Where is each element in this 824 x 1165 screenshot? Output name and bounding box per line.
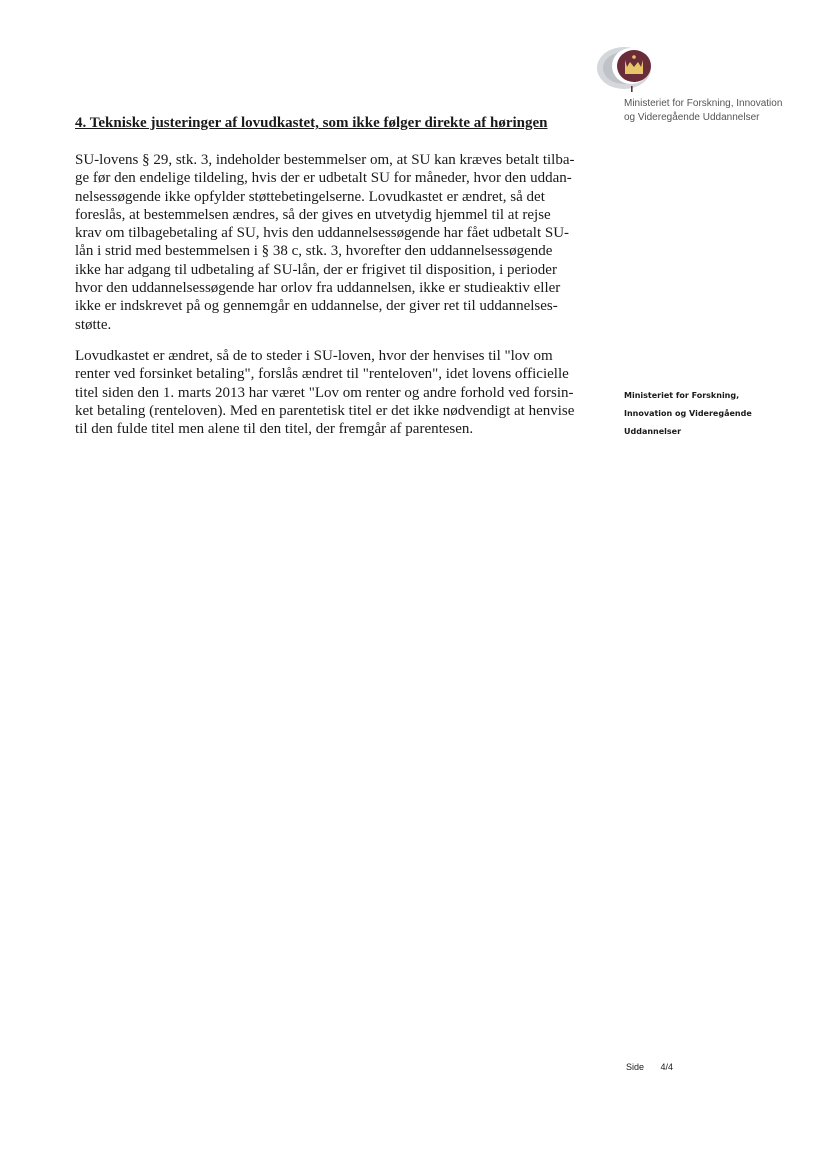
ministry-header-line: Ministeriet for Forskning, Innovation [624, 98, 783, 109]
ministry-header-line: og Videregående Uddannelser [624, 112, 760, 123]
text-line: støtte. [75, 316, 112, 333]
section-heading: 4. Tekniske justeringer af lovudkastet, som ikke følger direkte af høringen [75, 115, 548, 131]
page-label: Side [626, 1062, 645, 1072]
text-line: ikke har adgang til udbetaling af SU-lån, der er frigivet til disposition, i perioder [75, 261, 557, 278]
crown-emblem-icon [594, 42, 660, 96]
text-line: ge før den endelige tildeling, hvis der er udbetalt SU for måneder, hvor den uddan- [75, 170, 572, 187]
sidebar-ministry-name [624, 387, 814, 441]
text-line: til den fulde titel men alene til den titel, der fremgår af parentesen. [75, 421, 474, 438]
sidebar-line: Innovation og Videregående [624, 409, 752, 418]
sidebar-line: Ministeriet for Forskning, [624, 391, 740, 400]
sidebar-line: Uddannelser [624, 427, 682, 436]
page-number [626, 1062, 673, 1072]
text-line: krav om tilbagebetaling af SU, hvis den uddannelsessøgende har fået udbetalt SU- [75, 225, 570, 242]
text-line: ikke er indskrevet på og gennemgår en uddannelse, der giver ret til uddannelses- [75, 298, 558, 315]
text-line: foreslås, at bestemmelsen ændres, så der gives en utvetydig hjemmel til at rejse [75, 206, 551, 223]
text-line: hvor den uddannelsessøgende har orlov fra uddannelsen, ikke er studieaktiv eller [75, 280, 561, 297]
text-line: nelsessøgende ikke opfylder støttebetingelserne. Lovudkastet er ændret, så det [75, 188, 545, 205]
text-line: Lovudkastet er ændret, så de to steder i SU-loven, hvor der henvises til "lov om [75, 348, 553, 364]
text-line: renter ved forsinket betaling", forslås ændret til "renteloven", idet lovens officielle [75, 366, 569, 383]
page-value: 4/4 [660, 1062, 674, 1072]
text-line: ket betaling (renteloven). Med en parentetisk titel er det ikke nødvendigt at henvise [75, 402, 575, 419]
text-line: SU-lovens § 29, stk. 3, indeholder bestemmelser om, at SU kan kræves betalt tilba- [75, 152, 575, 168]
ministry-header [624, 97, 819, 125]
body-paragraph [75, 347, 595, 438]
text-line: titel siden den 1. marts 2013 har været "Lov om renter og andre forhold ved forsin- [75, 384, 574, 401]
body-paragraph [75, 151, 595, 334]
text-line: lån i strid med bestemmelsen i § 38 c, stk. 3, hvorefter den uddannelsessøgende [75, 243, 553, 260]
